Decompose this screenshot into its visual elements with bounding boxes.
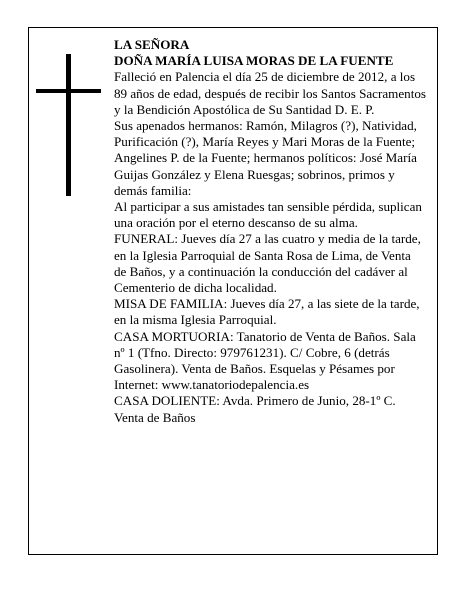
family-home-info: CASA DOLIENTE: Avda. Primero de Junio, 28-1º C. Venta de Baños — [114, 393, 396, 425]
death-notice: Falleció en Palencia el día 25 de diciembre de 2012, a los 89 años de edad, después de recibir los Santos Sacramentos y la Bendición Apostólica de Su Santidad D. E. P. — [114, 69, 426, 117]
prayer-request: Al participar a sus amistades tan sensible pérdida, suplican una oración por el eterno descanso de su alma. — [114, 199, 422, 231]
cross-vertical-bar — [66, 54, 71, 196]
funeral-info: FUNERAL: Jueves día 27 a las cuatro y media de la tarde, en la Iglesia Parroquial de Santa Rosa de Lima, de Venta de Baños, y a continuación la conducción del cadáver al Cementerio de dicha localidad. — [114, 231, 421, 296]
family-list: Sus apenados hermanos: Ramón, Milagros (?), Natividad, Purificación (?), María Reyes y Mari Moras de la Fuente; Angelines P. de la Fuente; hermanos políticos: José María Guijas González y Elena Ruesgas; sobrinos, primos y demás familia: — [114, 118, 417, 198]
funeral-home-info: CASA MORTUORIA: Tanatorio de Venta de Baños. Sala nº 1 (Tfno. Directo: 979761231). C/ Cobre, 6 (detrás Gasolinera). Venta de Baños. Esquelas y Pésames por Internet: www.tanatoriodepalencia.es — [114, 328, 416, 393]
cross-horizontal-bar — [36, 89, 101, 93]
heading: LA SEÑORA — [114, 37, 190, 52]
obituary-text — [114, 37, 426, 426]
deceased-name: DOÑA MARÍA LUISA MORAS DE LA FUENTE — [114, 53, 394, 69]
family-mass-info: MISA DE FAMILIA: Jueves día 27, a las siete de la tarde, en la misma Iglesia Parroquial. — [114, 296, 420, 328]
cross-icon — [36, 54, 101, 196]
